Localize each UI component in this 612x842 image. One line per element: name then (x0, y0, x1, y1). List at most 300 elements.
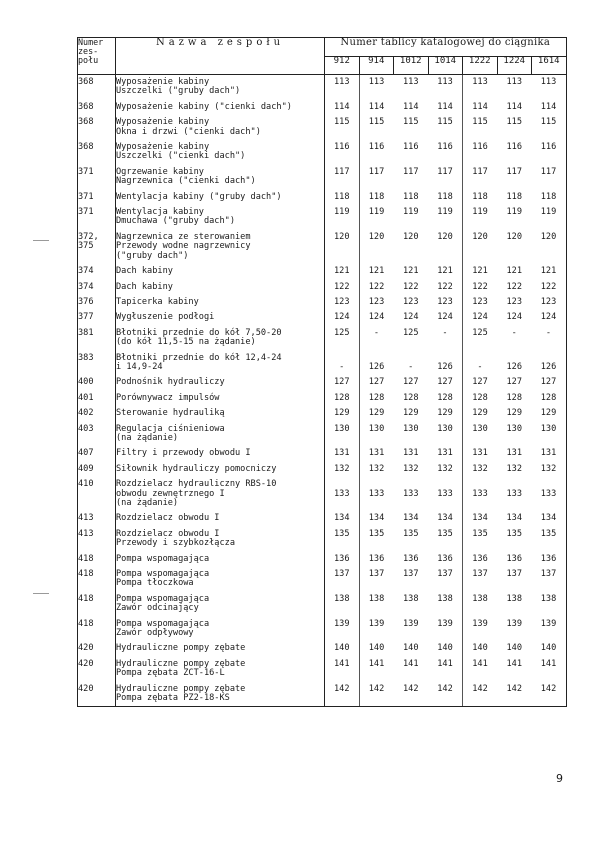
catalog-table-number (394, 292, 429, 307)
catalog-value: 116 (333, 142, 350, 153)
assembly-name-cell (116, 323, 325, 348)
catalog-table-number (497, 474, 532, 508)
catalog-value: 122 (540, 281, 557, 292)
group-number: 402 (78, 408, 94, 419)
catalog-value: 120 (333, 231, 350, 242)
catalog-table-number (463, 292, 498, 307)
catalog-value: 139 (506, 618, 523, 629)
table-row (78, 474, 567, 508)
assembly-name-cell (116, 459, 325, 474)
catalog-value: - (545, 327, 552, 338)
catalog-table-number (359, 638, 394, 653)
catalog-table-number (394, 187, 429, 202)
catalog-value: 114 (402, 101, 419, 112)
catalog-table-number (325, 474, 360, 508)
catalog-value: 129 (437, 408, 453, 419)
catalog-table-number (394, 403, 429, 418)
assembly-name-line: Sterowanie hydrauliką (116, 408, 225, 419)
assembly-name-line: Uszczelki ("gruby dach") (116, 86, 241, 97)
catalog-value: 121 (402, 266, 419, 277)
catalog-table-number (463, 261, 498, 276)
catalog-table-number (359, 97, 394, 112)
catalog-table-number (463, 75, 498, 97)
catalog-value: 134 (402, 513, 419, 524)
catalog-table-number (359, 292, 394, 307)
table-row (78, 524, 567, 549)
catalog-table-number (359, 162, 394, 187)
group-number-cell (78, 459, 116, 474)
catalog-value: 125 (333, 327, 350, 338)
group-number-cell (78, 589, 116, 614)
catalog-value: 127 (437, 377, 453, 388)
catalog-table-number (394, 307, 429, 322)
catalog-table-number (463, 508, 498, 523)
assembly-name-line: i 14,9-24 (116, 361, 163, 372)
catalog-value: 131 (402, 448, 419, 459)
assembly-name-cell (116, 654, 325, 679)
catalog-table-number (394, 323, 429, 348)
catalog-value: 113 (402, 77, 419, 87)
table-row (78, 638, 567, 653)
assembly-name-cell (116, 348, 325, 373)
catalog-table-number (394, 75, 429, 97)
catalog-table-number (359, 524, 394, 549)
catalog-value: 141 (506, 658, 523, 669)
catalog-table-number (428, 524, 463, 549)
catalog-value: 134 (368, 513, 385, 524)
assembly-name-line: Pompa zębata PZ2-18-KS (116, 693, 230, 704)
catalog-value: 132 (402, 463, 419, 474)
assembly-name-line: Nagrzewnica ("cienki dach") (116, 176, 256, 187)
catalog-table-number (532, 112, 567, 137)
catalog-table-number (428, 564, 463, 589)
catalog-table-number (532, 307, 567, 322)
table-row (78, 162, 567, 187)
table-row (78, 187, 567, 202)
catalog-value: 139 (472, 618, 488, 629)
catalog-value: 133 (402, 488, 419, 499)
group-number-cell (78, 638, 116, 653)
assembly-name-cell (116, 589, 325, 614)
catalog-value: 119 (402, 207, 419, 218)
table-body (78, 75, 567, 707)
catalog-value: 114 (368, 101, 385, 112)
catalog-table-number (359, 419, 394, 444)
catalog-table-number (497, 549, 532, 564)
group-number: 410 (78, 479, 94, 490)
catalog-value: 140 (402, 643, 419, 654)
catalog-table-number (497, 614, 532, 639)
catalog-table-number (394, 564, 429, 589)
catalog-table-number (532, 654, 567, 679)
catalog-value: 133 (472, 488, 488, 499)
catalog-table-number (463, 564, 498, 589)
group-number: 413 (78, 528, 94, 539)
assembly-name-line: Hydrauliczne pompy zębate (116, 643, 246, 654)
catalog-value: - (408, 361, 414, 372)
catalog-value: 135 (472, 528, 488, 539)
catalog-value: 113 (472, 77, 488, 87)
catalog-table-number (532, 614, 567, 639)
catalog-table-number (359, 202, 394, 227)
catalog-value: 116 (506, 142, 523, 153)
catalog-value: 123 (472, 296, 488, 307)
catalog-table-number (428, 654, 463, 679)
catalog-table-number (325, 549, 360, 564)
catalog-table-number (497, 261, 532, 276)
group-number: 368 (78, 77, 94, 87)
catalog-table-number (394, 277, 429, 292)
catalog-table-number (359, 679, 394, 706)
catalog-value: 117 (506, 166, 523, 177)
catalog-table-number (428, 348, 463, 373)
catalog-table-number (394, 372, 429, 387)
catalog-value: 141 (333, 658, 350, 669)
catalog-table-number (325, 187, 360, 202)
catalog-value: 140 (437, 643, 453, 654)
assembly-name-cell (116, 549, 325, 564)
catalog-table-number (325, 323, 360, 348)
group-number: 377 (78, 312, 94, 323)
assembly-name-line: Dach kabiny (116, 281, 173, 292)
header-model: 1014 (428, 56, 463, 75)
catalog-table-number (325, 162, 360, 187)
catalog-value: 126 (437, 361, 453, 372)
group-number-cell (78, 474, 116, 508)
header-catalog-table-number: Numer tablicy katalogowej do ciągnika (325, 38, 567, 57)
assembly-name-line: Błotniki przednie do kół 12,4-24 (116, 352, 282, 363)
catalog-value: 123 (333, 296, 350, 307)
catalog-table-number (428, 277, 463, 292)
catalog-table-number (428, 137, 463, 162)
catalog-value: 113 (506, 77, 523, 87)
catalog-value: 133 (540, 488, 557, 499)
page-number: 9 (556, 772, 563, 785)
table-row (78, 202, 567, 227)
group-number: 407 (78, 448, 94, 459)
catalog-value: 140 (333, 643, 350, 654)
catalog-value: 124 (402, 312, 419, 323)
catalog-value: 127 (540, 377, 557, 388)
group-number-cell (78, 97, 116, 112)
catalog-table-number (463, 348, 498, 373)
catalog-value: 128 (402, 392, 419, 403)
assembly-name-cell (116, 162, 325, 187)
catalog-value: 138 (437, 593, 453, 604)
catalog-value: 141 (540, 658, 557, 669)
catalog-value: 136 (472, 553, 488, 564)
catalog-value: 128 (472, 392, 488, 403)
catalog-table-number (359, 443, 394, 458)
catalog-value: 115 (472, 117, 488, 128)
assembly-name-cell (116, 277, 325, 292)
assembly-name-line: Filtry i przewody obwodu I (116, 448, 251, 459)
catalog-value: - (477, 361, 483, 372)
group-number: 371 (78, 207, 94, 218)
catalog-table-number (532, 97, 567, 112)
catalog-table-number (325, 261, 360, 276)
assembly-name-line: Tapicerka kabiny (116, 296, 199, 307)
catalog-table-number (359, 227, 394, 261)
catalog-table-number (394, 459, 429, 474)
catalog-value: 122 (368, 281, 385, 292)
catalog-table-number (497, 187, 532, 202)
group-number-cell (78, 292, 116, 307)
catalog-value: 135 (506, 528, 523, 539)
assembly-name-cell (116, 137, 325, 162)
catalog-table-number (394, 97, 429, 112)
catalog-table-number (428, 679, 463, 706)
catalog-value: 127 (333, 377, 350, 388)
group-number: 420 (78, 643, 94, 654)
catalog-table-number (497, 638, 532, 653)
catalog-table-number (428, 202, 463, 227)
catalog-value: 137 (402, 569, 419, 580)
catalog-value: 120 (540, 231, 557, 242)
catalog-value: 117 (472, 166, 488, 177)
catalog-value: 129 (402, 408, 419, 419)
margin-mark (33, 240, 49, 241)
catalog-table-number (497, 654, 532, 679)
catalog-value: 138 (540, 593, 557, 604)
catalog-value: 117 (368, 166, 385, 177)
catalog-value: 115 (368, 117, 385, 128)
catalog-value: 137 (368, 569, 385, 580)
catalog-value: - (373, 327, 380, 338)
catalog-table-number (325, 614, 360, 639)
catalog-value: 121 (472, 266, 488, 277)
catalog-value: 139 (540, 618, 557, 629)
catalog-table-number (463, 388, 498, 403)
catalog-table-number (359, 614, 394, 639)
group-number: 374 (78, 281, 94, 292)
catalog-value: 114 (333, 101, 350, 112)
catalog-table-number (428, 97, 463, 112)
catalog-table-number (394, 614, 429, 639)
assembly-name-line: Wygłuszenie podłogi (116, 312, 215, 323)
catalog-value: 135 (402, 528, 419, 539)
group-number: 372, (78, 231, 99, 242)
catalog-table-number (359, 372, 394, 387)
catalog-value: 120 (472, 231, 488, 242)
catalog-table-number (463, 162, 498, 187)
assembly-name-line: Ogrzewanie kabiny (116, 166, 204, 177)
catalog-table-number (325, 388, 360, 403)
catalog-table-number (532, 75, 567, 97)
catalog-table-number (428, 638, 463, 653)
catalog-value: 118 (333, 191, 350, 202)
catalog-table-number (463, 187, 498, 202)
catalog-table-number (463, 112, 498, 137)
catalog-value: 122 (506, 281, 523, 292)
group-number-cell (78, 679, 116, 706)
catalog-table-number (463, 524, 498, 549)
assembly-name-cell (116, 564, 325, 589)
catalog-value: 118 (368, 191, 385, 202)
catalog-value: 129 (333, 408, 350, 419)
catalog-table-number (532, 202, 567, 227)
assembly-name-line: Zawór odpływowy (116, 628, 194, 639)
catalog-value: 132 (540, 463, 557, 474)
group-number: 418 (78, 569, 94, 580)
catalog-table-number (463, 654, 498, 679)
catalog-value: 124 (540, 312, 557, 323)
catalog-value: 121 (437, 266, 453, 277)
catalog-table-number (359, 261, 394, 276)
catalog-value: 133 (333, 488, 350, 499)
assembly-name-cell (116, 638, 325, 653)
catalog-table-number (532, 292, 567, 307)
catalog-table-number (428, 589, 463, 614)
catalog-value: 115 (437, 117, 453, 128)
catalog-value: 138 (472, 593, 488, 604)
catalog-table-number (532, 277, 567, 292)
catalog-value: 126 (368, 361, 385, 372)
table-row (78, 261, 567, 276)
assembly-name-line: Błotniki przednie do kół 7,50-20 (116, 327, 282, 338)
assembly-name-cell (116, 97, 325, 112)
catalog-value: 114 (472, 101, 488, 112)
catalog-value: 137 (437, 569, 453, 580)
catalog-value: 134 (437, 513, 453, 524)
catalog-table-number (497, 564, 532, 589)
catalog-table-number (325, 292, 360, 307)
group-number-cell (78, 348, 116, 373)
catalog-value: 113 (368, 77, 385, 87)
catalog-value: 142 (333, 683, 350, 694)
catalog-value: 119 (437, 207, 453, 218)
catalog-table-number (428, 443, 463, 458)
catalog-value: 130 (472, 423, 488, 434)
catalog-table-number (359, 564, 394, 589)
catalog-value: 115 (540, 117, 557, 128)
assembly-name-cell (116, 372, 325, 387)
catalog-table-number (325, 348, 360, 373)
assembly-name-line: Hydrauliczne pompy zębate (116, 658, 246, 669)
catalog-value: 120 (437, 231, 453, 242)
catalog-table-number (394, 162, 429, 187)
catalog-value: 140 (506, 643, 523, 654)
assembly-name-line: Dach kabiny (116, 266, 173, 277)
catalog-table-number (497, 589, 532, 614)
catalog-value: 139 (333, 618, 350, 629)
catalog-value: 118 (437, 191, 453, 202)
catalog-value: 142 (402, 683, 419, 694)
group-number: 400 (78, 377, 94, 388)
catalog-value: 115 (402, 117, 419, 128)
table-row (78, 654, 567, 679)
catalog-value: 136 (437, 553, 453, 564)
group-number: 420 (78, 683, 94, 694)
catalog-value: 123 (437, 296, 453, 307)
catalog-table-number (428, 403, 463, 418)
group-number: 368 (78, 142, 94, 153)
catalog-value: 136 (402, 553, 419, 564)
group-number-cell (78, 372, 116, 387)
catalog-value: 122 (402, 281, 419, 292)
assembly-name-cell (116, 524, 325, 549)
table-row (78, 564, 567, 589)
group-number-cell (78, 162, 116, 187)
catalog-value: 114 (506, 101, 523, 112)
catalog-table-number (532, 137, 567, 162)
catalog-table-number (394, 508, 429, 523)
catalog-value: 117 (333, 166, 350, 177)
catalog-table-number (428, 508, 463, 523)
group-number: 381 (78, 327, 94, 338)
group-number-cell (78, 75, 116, 97)
catalog-value: 121 (506, 266, 523, 277)
catalog-value: 127 (472, 377, 488, 388)
assembly-name-cell (116, 261, 325, 276)
catalog-table-number (325, 564, 360, 589)
catalog-table-number (394, 638, 429, 653)
header-model: 1012 (394, 56, 429, 75)
catalog-table-number (394, 524, 429, 549)
catalog-table-number (497, 419, 532, 444)
catalog-table-number (325, 97, 360, 112)
catalog-value: 139 (402, 618, 419, 629)
assembly-name-cell (116, 292, 325, 307)
assembly-name-line: (do kół 11,5-15 na żądanie) (116, 337, 256, 348)
catalog-table-number (428, 187, 463, 202)
catalog-value: 141 (368, 658, 385, 669)
catalog-table-number (463, 97, 498, 112)
catalog-value: 132 (333, 463, 350, 474)
catalog-table-number (325, 589, 360, 614)
catalog-value: 135 (368, 528, 385, 539)
catalog-table-number (325, 75, 360, 97)
catalog-value: 130 (333, 423, 350, 434)
group-number-cell (78, 307, 116, 322)
catalog-table-number (532, 524, 567, 549)
catalog-table-number (532, 638, 567, 653)
catalog-value: 132 (437, 463, 453, 474)
catalog-value: 113 (333, 77, 350, 87)
catalog-table-number (325, 524, 360, 549)
catalog-value: 120 (368, 231, 385, 242)
catalog-value: 119 (506, 207, 523, 218)
catalog-table-number (532, 679, 567, 706)
catalog-table-number (497, 403, 532, 418)
table-row (78, 348, 567, 373)
catalog-table-number (428, 292, 463, 307)
catalog-table-number (428, 323, 463, 348)
catalog-table-number (532, 474, 567, 508)
catalog-value: 117 (437, 166, 453, 177)
catalog-value: 121 (540, 266, 557, 277)
catalog-value: 118 (540, 191, 557, 202)
catalog-value: 128 (333, 392, 350, 403)
group-number-cell (78, 419, 116, 444)
catalog-value: 114 (437, 101, 453, 112)
group-number: 376 (78, 296, 94, 307)
catalog-table-number (463, 443, 498, 458)
table-row (78, 75, 567, 97)
assembly-name-line: Wyposażenie kabiny (116, 77, 210, 87)
catalog-table-number (497, 137, 532, 162)
assembly-name-line: Wentylacja kabiny ("gruby dach") (116, 191, 282, 202)
catalog-table-number (428, 459, 463, 474)
assembly-name-line: Siłownik hydrauliczy pomocniczy (116, 463, 277, 474)
catalog-value: 118 (402, 191, 419, 202)
catalog-value: 140 (540, 643, 557, 654)
catalog-table-number (325, 443, 360, 458)
assembly-name-line: ("gruby dach") (116, 250, 189, 261)
catalog-table-number (325, 112, 360, 137)
table-row (78, 679, 567, 706)
table-row (78, 137, 567, 162)
